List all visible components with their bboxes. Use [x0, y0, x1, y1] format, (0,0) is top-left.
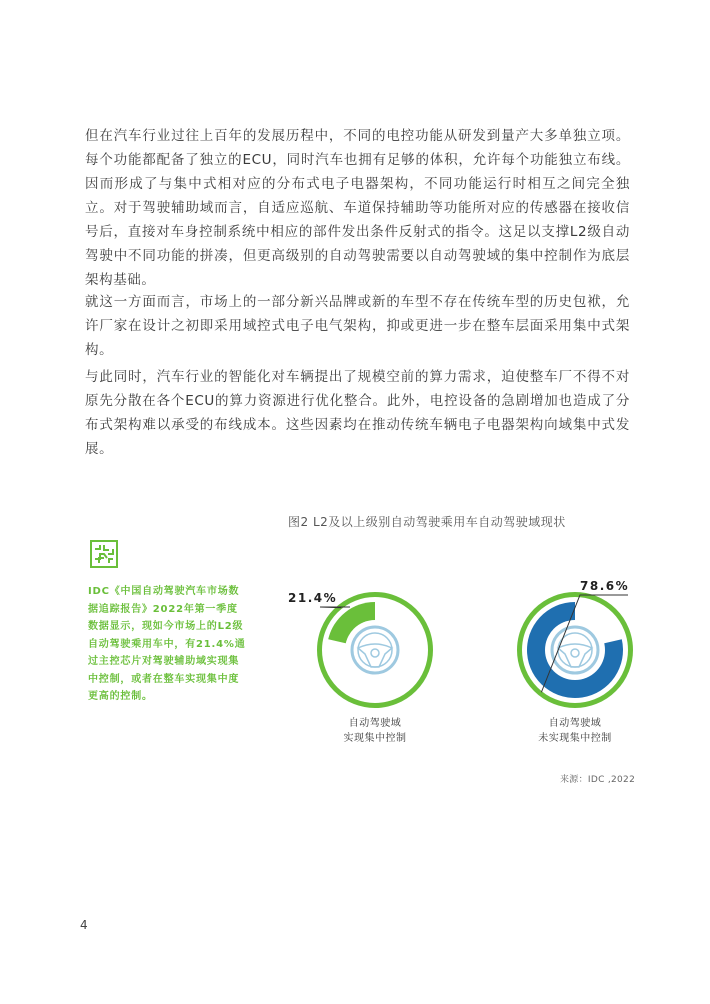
body-paragraph-1: 但在汽车行业过往上百年的发展历程中，不同的电控功能从研发到量产大多单独立项。每个功能都配备了独立的ECU，同时汽车也拥有足够的体积，允许每个功能独立布线。因而形成了与集中式相对应的分布式电子电器架构，不同功能运行时相互之间完全独立。对于驾驶辅助域而言，自适应巡航、车道保持辅助等功能所对应的传感器在接收信号后，直接对车身控制系统中相应的部件发出条件反射式的指令。这足以支撑L2级自动驾驶中不同功能的拼凑，但更高级别的自动驾驶需要以自动驾驶域的集中控制作为底层架构基础。 [85, 128, 630, 288]
body-paragraph-3: 与此同时，汽车行业的智能化对车辆提出了规模空前的算力需求，迫使整车厂不得不对原先分散在各个ECU的算力资源进行优化整合。此外，电控设备的急剧增加也造成了分布式架构难以承受的布线成本。这些因素均在推动传统车辆电子电器架构向域集中式发展。 [85, 369, 630, 457]
page-number: 4 [80, 918, 88, 932]
idc-logo-icon [90, 540, 118, 568]
body-paragraph-2: 就这一方面而言，市场上的一部分新兴品牌或新的车型不存在传统车型的历史包袱，允许厂家在设计之初即采用域控式电子电气架构，抑或更进一步在整车层面采用集中式架构。 [85, 294, 630, 358]
pie-center [545, 620, 605, 680]
pie-label-not-centralized: 78.6% [580, 579, 630, 593]
figure-source: 来源：IDC ,2022 [560, 775, 636, 785]
pie-chart-centralized [270, 580, 470, 750]
figure-title: 图2 L2及以上级别自动驾驶乘用车自动驾驶域现状 [288, 515, 566, 529]
sidebar-note: IDC《中国自动驾驶汽车市场数据追踪报告》2022年第一季度数据显示，现如今市场上的L2级自动驾驶乘用车中，有21.4%通过主控芯片对驾驶辅助域实现集中控制，或者在整车实现集中度更高的控制。 [88, 586, 246, 702]
pie-caption-not-centralized: 自动驾驶域 未实现集中控制 [538, 718, 612, 744]
pie-label-centralized: 21.4% [288, 591, 338, 605]
pie-chart-not-centralized [470, 580, 670, 750]
pie-caption-centralized: 自动驾驶域 实现集中控制 [343, 718, 407, 744]
pie-center [345, 620, 405, 680]
